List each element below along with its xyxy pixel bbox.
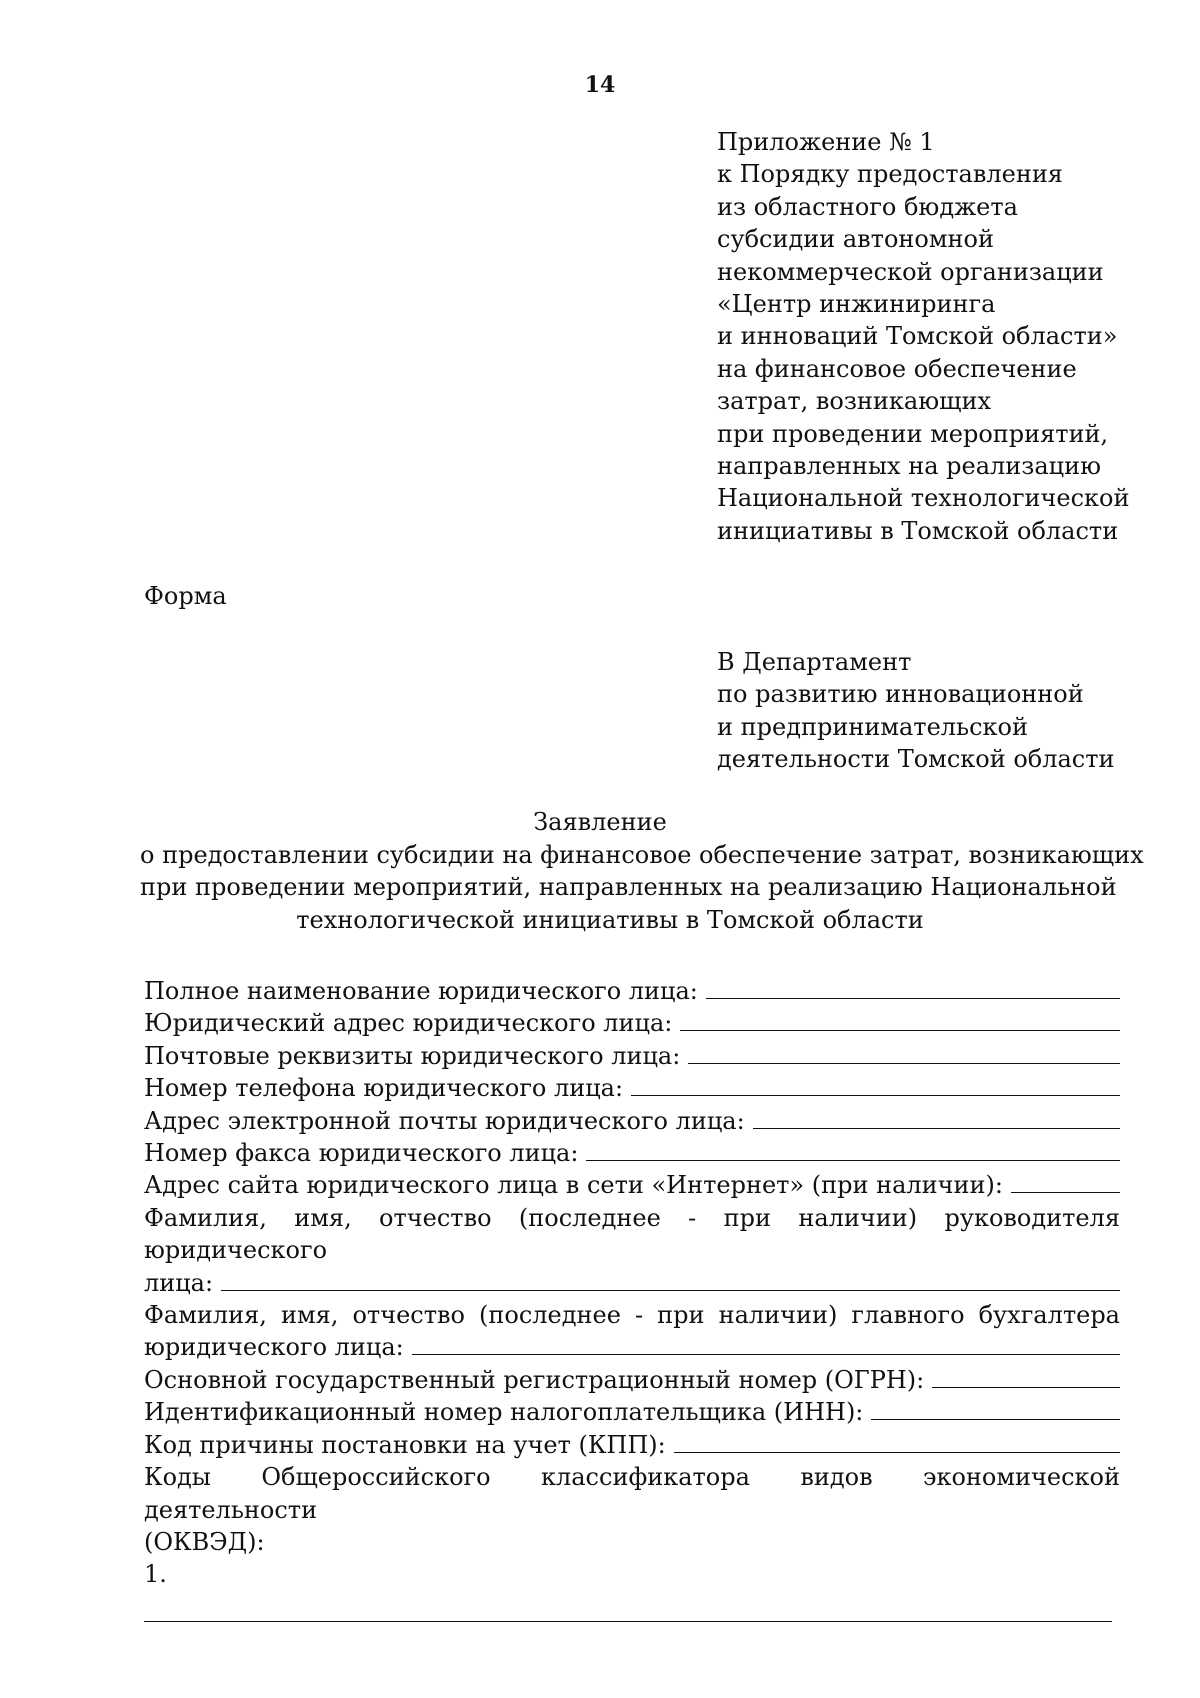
field-full-name (144, 975, 1120, 1007)
appendix-line: к Порядку предоставления (717, 160, 1063, 189)
accountant-blank[interactable] (412, 1332, 1120, 1355)
appendix-line: «Центр инжиниринга (717, 290, 996, 319)
field-label: Идентификационный номер налогоплательщика (ИНН): (144, 1398, 864, 1427)
inn-blank[interactable] (871, 1397, 1120, 1420)
addressee-line: В Департамент (717, 648, 912, 676)
application-subtitle (140, 839, 1144, 936)
addressee-line: по развитию инновационной (717, 680, 1084, 709)
application-title: Заявление (533, 808, 667, 836)
postal-details-blank[interactable] (688, 1041, 1120, 1064)
subtitle-line: при проведении мероприятий, направленных на реализацию Национальной (140, 873, 1117, 902)
page-number: 14 (584, 72, 616, 98)
field-label: Номер телефона юридического лица: (144, 1074, 624, 1103)
appendix-line: затрат, возникающих (717, 387, 991, 416)
field-ogrn (144, 1364, 1120, 1396)
appendix-line: на финансовое обеспечение (717, 354, 1077, 383)
field-email (144, 1105, 1120, 1137)
field-label: Адрес электронной почты юридического лица: (144, 1106, 745, 1135)
field-director-label: Фамилия, имя, отчество (последнее - при наличии) руководителя юридического (144, 1203, 1120, 1265)
field-legal-address (144, 1007, 1120, 1039)
legal-address-blank[interactable] (680, 1008, 1120, 1031)
appendix-line: субсидии автономной (717, 225, 994, 254)
addressee-block (717, 646, 1177, 776)
appendix-line: инициативы в Томской области (717, 516, 1119, 545)
subtitle-line: технологической инициативы в Томской области (296, 905, 924, 934)
application-form-fields (144, 975, 1120, 1622)
appendix-line: Приложение № 1 (717, 128, 935, 156)
field-label: Юридический адрес юридического лица: (144, 1009, 673, 1038)
field-label: Код причины постановки на учет (КПП): (144, 1430, 666, 1459)
appendix-line: направленных на реализацию (717, 452, 1101, 481)
appendix-line: Национальной технологической (717, 484, 1130, 513)
field-accountant (144, 1331, 1120, 1363)
subtitle-line: о предоставлении субсидии на финансовое обеспечение затрат, возникающих (140, 841, 1144, 869)
appendix-line: и инноваций Томской области» (717, 322, 1118, 351)
field-accountant-label: Фамилия, имя, отчество (последнее - при наличии) главного бухгалтера (144, 1301, 1120, 1330)
field-label: юридического лица: (144, 1333, 404, 1362)
appendix-line: из областного бюджета (717, 192, 1018, 221)
website-blank[interactable] (1011, 1170, 1120, 1193)
field-kpp (144, 1429, 1120, 1461)
appendix-line: при проведении мероприятий, (717, 419, 1109, 448)
director-blank[interactable] (221, 1268, 1120, 1291)
field-label: Почтовые реквизиты юридического лица: (144, 1041, 681, 1070)
field-okved-label-cont: (ОКВЭД): (144, 1527, 265, 1556)
field-director (144, 1267, 1120, 1299)
form-label: Форма (144, 582, 227, 610)
fax-blank[interactable] (586, 1138, 1120, 1161)
field-fax (144, 1137, 1120, 1169)
appendix-reference (717, 126, 1177, 547)
field-phone (144, 1072, 1120, 1104)
field-label: Полное наименование юридического лица: (144, 977, 698, 1005)
field-okved-label: Коды Общероссийского классификатора видов экономической деятельности (144, 1463, 1120, 1524)
phone-blank[interactable] (631, 1073, 1120, 1096)
field-label: Основной государственный регистрационный номер (ОГРН): (144, 1365, 925, 1394)
okved-item-1-blank[interactable] (144, 1591, 1112, 1622)
full-name-blank[interactable] (706, 976, 1120, 999)
addressee-line: деятельности Томской области (717, 745, 1115, 774)
field-label: Адрес сайта юридического лица в сети «Интернет» (при наличии): (144, 1171, 1003, 1200)
addressee-line: и предпринимательской (717, 712, 1028, 741)
email-blank[interactable] (753, 1106, 1120, 1129)
field-label: Номер факса юридического лица: (144, 1139, 579, 1168)
appendix-line: некоммерческой организации (717, 257, 1104, 286)
field-label: лица: (144, 1268, 214, 1297)
kpp-blank[interactable] (674, 1430, 1120, 1453)
field-website (144, 1169, 1120, 1201)
okved-item-number: 1. (144, 1560, 167, 1589)
field-postal-details (144, 1040, 1120, 1072)
ogrn-blank[interactable] (932, 1365, 1120, 1388)
field-inn (144, 1396, 1120, 1428)
